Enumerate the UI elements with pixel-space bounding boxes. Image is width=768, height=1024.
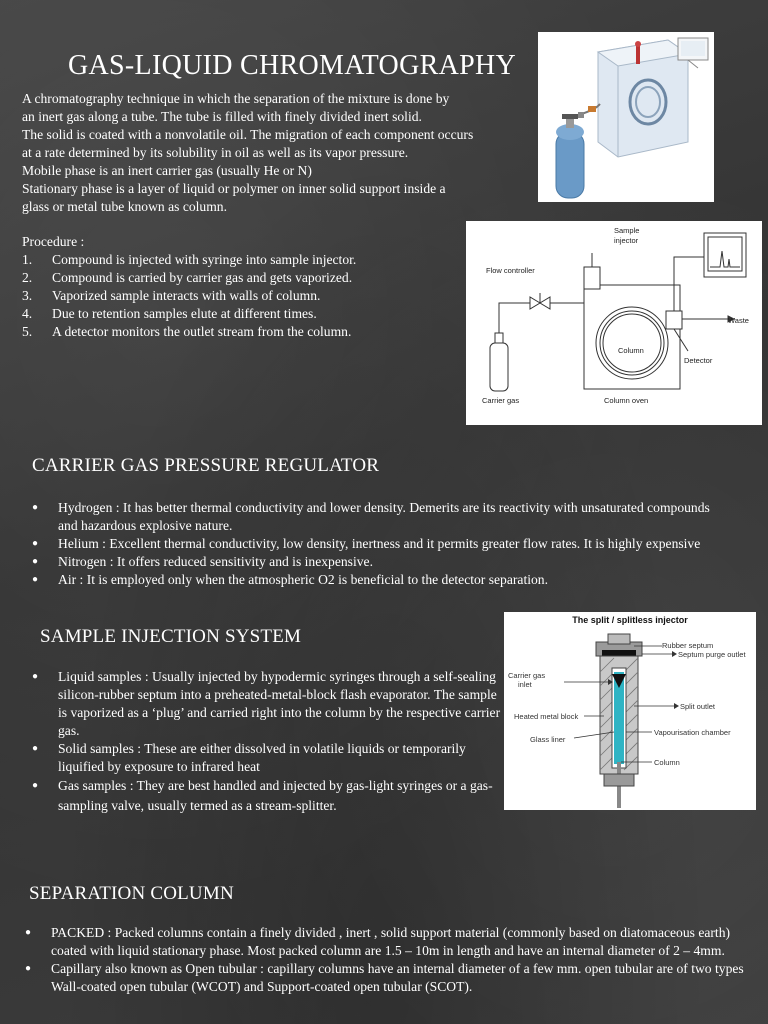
list-item: ● Air : It is employed only when the atmospheric O2 is beneficial to the detector separation. xyxy=(32,571,722,589)
label-inlet: inlet xyxy=(518,680,532,689)
list-item: ● Liquid samples : Usually injected by hypodermic syringes through a self-sealing silicon-rubber septum into a preheated-metal-block flash evaporator. The sample is vaporized as a ‘plug’ and carried right into the column by the respective carrier gas. xyxy=(32,668,504,740)
step-text: Compound is carried by carrier gas and gets vaporized. xyxy=(52,270,353,285)
step-text: Compound is injected with syringe into sample injector. xyxy=(52,252,357,267)
page-title: GAS-LIQUID CHROMATOGRAPHY xyxy=(68,50,517,81)
intro-line: Mobile phase is an inert carrier gas (usually He or N) xyxy=(22,163,312,178)
carrier-gas-list xyxy=(32,499,722,589)
procedure-list xyxy=(22,251,356,341)
step-number: 2. xyxy=(22,270,33,285)
label-column: Column xyxy=(618,346,644,355)
separation-column-heading: SEPARATION COLUMN xyxy=(29,883,234,904)
step-text: Vaporized sample interacts with walls of column. xyxy=(52,288,321,303)
intro-paragraph xyxy=(22,90,522,216)
procedure-step xyxy=(22,323,356,341)
intro-line: at a rate determined by its solubility in oil as well as its vapor pressure. xyxy=(22,145,409,160)
label-carrier-gas: Carrier gas xyxy=(508,671,546,680)
label-column-oven: Column oven xyxy=(604,396,649,405)
step-number: 5. xyxy=(22,324,33,339)
label-heated-metal-block: Heated metal block xyxy=(514,712,579,721)
procedure-step xyxy=(22,251,356,269)
sample-injection-heading: SAMPLE INJECTION SYSTEM xyxy=(40,626,302,647)
step-text: A detector monitors the outlet stream from the column. xyxy=(52,324,352,339)
label-glass-liner: Glass liner xyxy=(530,735,566,744)
list-item: ● Solid samples : These are either dissolved in volatile liquids or temporarily liquified by exposure to infrared heat xyxy=(32,740,504,776)
list-item: ● Gas samples : They are best handled and injected by gas-light syringes or a gas-sampling valve, usually termed as a stream-splitter. xyxy=(32,776,504,816)
intro-line: an inert gas along a tube. The tube is filled with finely divided inert solid. xyxy=(22,109,422,124)
sample-injection-list xyxy=(32,668,504,816)
label-injector: injector xyxy=(614,236,639,245)
procedure-step xyxy=(22,269,356,287)
intro-line: The solid is coated with a nonvolatile oil. The migration of each component occurs xyxy=(22,127,474,142)
carrier-gas-heading: CARRIER GAS PRESSURE REGULATOR xyxy=(32,455,380,476)
intro-line: Stationary phase is a layer of liquid or polymer on inner solid support inside a xyxy=(22,181,446,196)
procedure-step xyxy=(22,305,356,323)
intro-line: glass or metal tube known as column. xyxy=(22,199,228,214)
label-rubber-septum: Rubber septum xyxy=(662,641,714,650)
step-number: 4. xyxy=(22,306,33,321)
gc-schematic-diagram xyxy=(466,221,762,425)
label-septum-purge-outlet: Septum purge outlet xyxy=(678,650,746,659)
list-item: ● Helium : Excellent thermal conductivity, low density, inertness and it permits greater flow rates. It is highly expensive xyxy=(32,535,722,553)
list-item: ● Capillary also known as Open tubular : capillary columns have an internal diameter of a few mm. open tubular are of two types Wall-coated open tubular (WCOT) and Support-coated open tubular (SCOT). xyxy=(25,960,745,996)
injector-diagram-title: The split / splitless injector xyxy=(572,615,688,625)
step-text: Due to retention samples elute at different times. xyxy=(52,306,317,321)
label-detector: Detector xyxy=(684,356,713,365)
step-number: 1. xyxy=(22,252,33,267)
procedure-heading: Procedure : xyxy=(22,234,85,249)
intro-line: A chromatography technique in which the separation of the mixture is done by xyxy=(22,91,450,106)
list-item: ● Nitrogen : It offers reduced sensitivity and is inexpensive. xyxy=(32,553,722,571)
label-carrier-gas: Carrier gas xyxy=(482,396,520,405)
step-number: 3. xyxy=(22,288,33,303)
procedure-step xyxy=(22,287,356,305)
list-item: ● PACKED : Packed columns contain a finely divided , inert , solid support material (commonly based on diatomaceous earth) coated with liquid stationary phase. Most packed column are 1.5 – 10m in length and have an internal diameter of 2 – 4mm. xyxy=(25,924,745,960)
label-sample: Sample xyxy=(614,226,640,235)
procedure-section xyxy=(22,233,356,341)
label-split-outlet: Split outlet xyxy=(680,702,716,711)
split-injector-diagram xyxy=(504,612,756,810)
label-column: Column xyxy=(654,758,680,767)
gc-instrument-illustration xyxy=(538,32,714,202)
label-flow-controller: Flow controller xyxy=(486,266,535,275)
list-item: ● Hydrogen : It has better thermal conductivity and lower density. Demerits are its reactivity with unsaturated compounds and hazardous explosive nature. xyxy=(32,499,722,535)
label-waste: Waste xyxy=(728,316,749,325)
separation-column-list xyxy=(25,924,745,996)
label-vapourisation-chamber: Vapourisation chamber xyxy=(654,728,731,737)
